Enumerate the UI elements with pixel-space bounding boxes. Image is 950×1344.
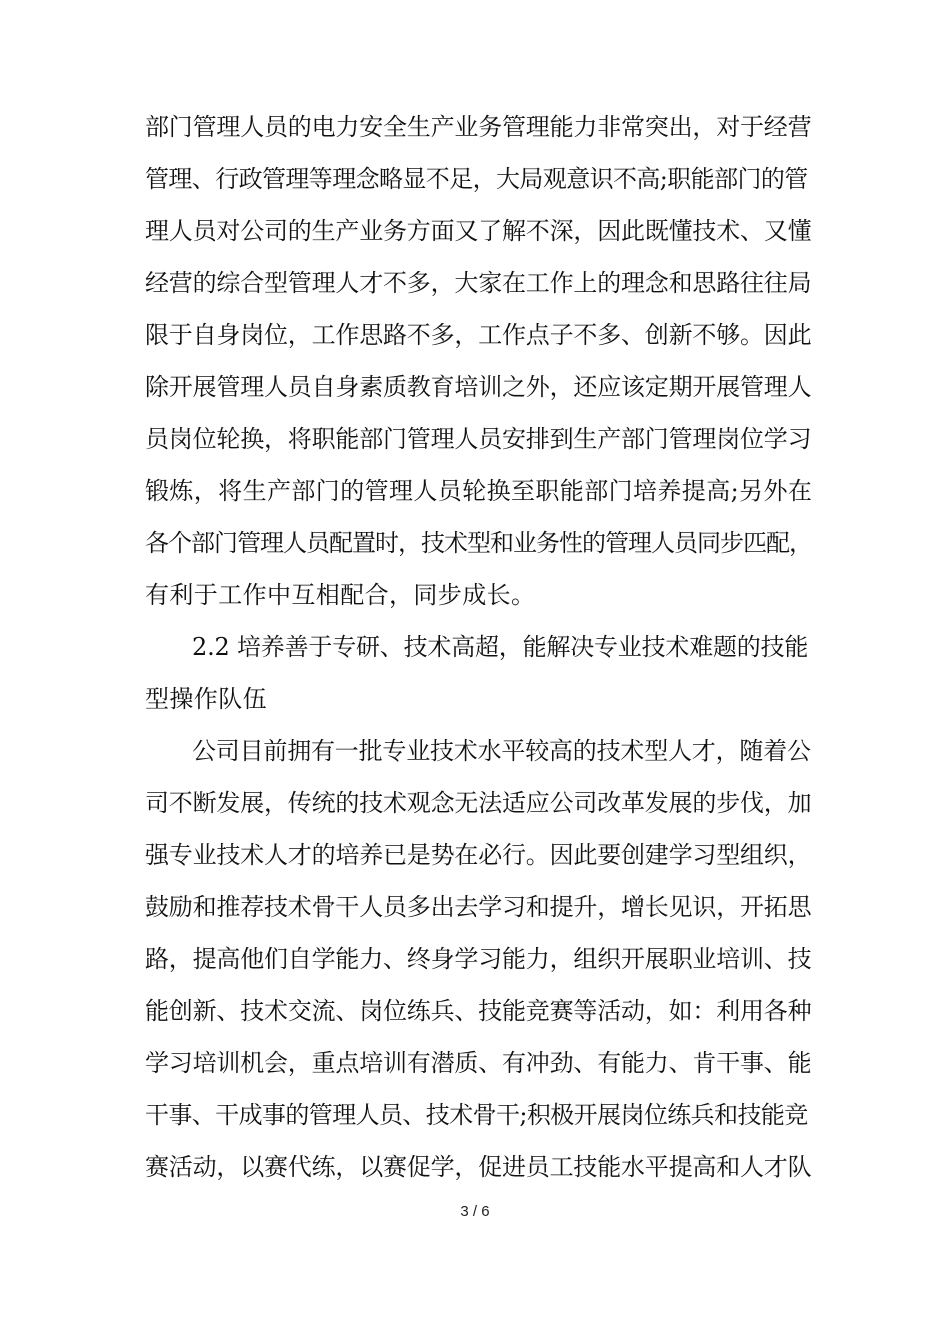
heading-line: 2.2 培养善于专研、技术高超，能解决专业技术难题的技能 — [192, 633, 809, 661]
paragraph-line: 理人员对公司的生产业务方面又了解不深，因此既懂技术、又懂 — [145, 217, 812, 245]
heading-line: 型操作队伍 — [145, 685, 267, 713]
paragraph-line: 除开展管理人员自身素质教育培训之外，还应该定期开展管理人 — [145, 373, 812, 401]
paragraph-line: 经营的综合型管理人才不多，大家在工作上的理念和思路往往局 — [145, 269, 812, 297]
paragraph-line: 路，提高他们自学能力、终身学习能力，组织开展职业培训、技 — [145, 945, 812, 973]
paragraph-line: 有利于工作中互相配合，同步成长。 — [145, 581, 536, 609]
paragraph-line: 管理、行政管理等理念略显不足，大局观意识不高;职能部门的管 — [145, 165, 808, 193]
paragraph-line: 公司目前拥有一批专业技术水平较高的技术型人才，随着公 — [192, 737, 811, 765]
paragraph-line: 学习培训机会，重点培训有潜质、有冲劲、有能力、肯干事、能 — [145, 1049, 812, 1077]
paragraph-line: 赛活动，以赛代练，以赛促学，促进员工技能水平提高和人才队 — [145, 1153, 812, 1181]
paragraph-line: 强专业技术人才的培养已是势在必行。因此要创建学习型组织， — [145, 841, 812, 869]
paragraph-line: 鼓励和推荐技术骨干人员多出去学习和提升，增长见识，开拓思 — [145, 893, 812, 921]
paragraph-line: 干事、干成事的管理人员、技术骨干;积极开展岗位练兵和技能竞 — [145, 1101, 808, 1129]
paragraph-line: 限于自身岗位，工作思路不多，工作点子不多、创新不够。因此 — [145, 321, 812, 349]
paragraph-line: 各个部门管理人员配置时，技术型和业务性的管理人员同步匹配， — [145, 529, 812, 557]
paragraph-line: 锻炼，将生产部门的管理人员轮换至职能部门培养提高;另外在 — [145, 477, 813, 505]
page-number: 3 / 6 — [460, 1203, 490, 1220]
paragraph-line: 部门管理人员的电力安全生产业务管理能力非常突出，对于经营 — [145, 113, 812, 141]
paragraph-line: 员岗位轮换，将职能部门管理人员安排到生产部门管理岗位学习 — [145, 425, 812, 453]
paragraph-line: 能创新、技术交流、岗位练兵、技能竞赛等活动，如：利用各种 — [145, 997, 812, 1025]
paragraph-line: 司不断发展，传统的技术观念无法适应公司改革发展的步伐，加 — [145, 789, 812, 817]
